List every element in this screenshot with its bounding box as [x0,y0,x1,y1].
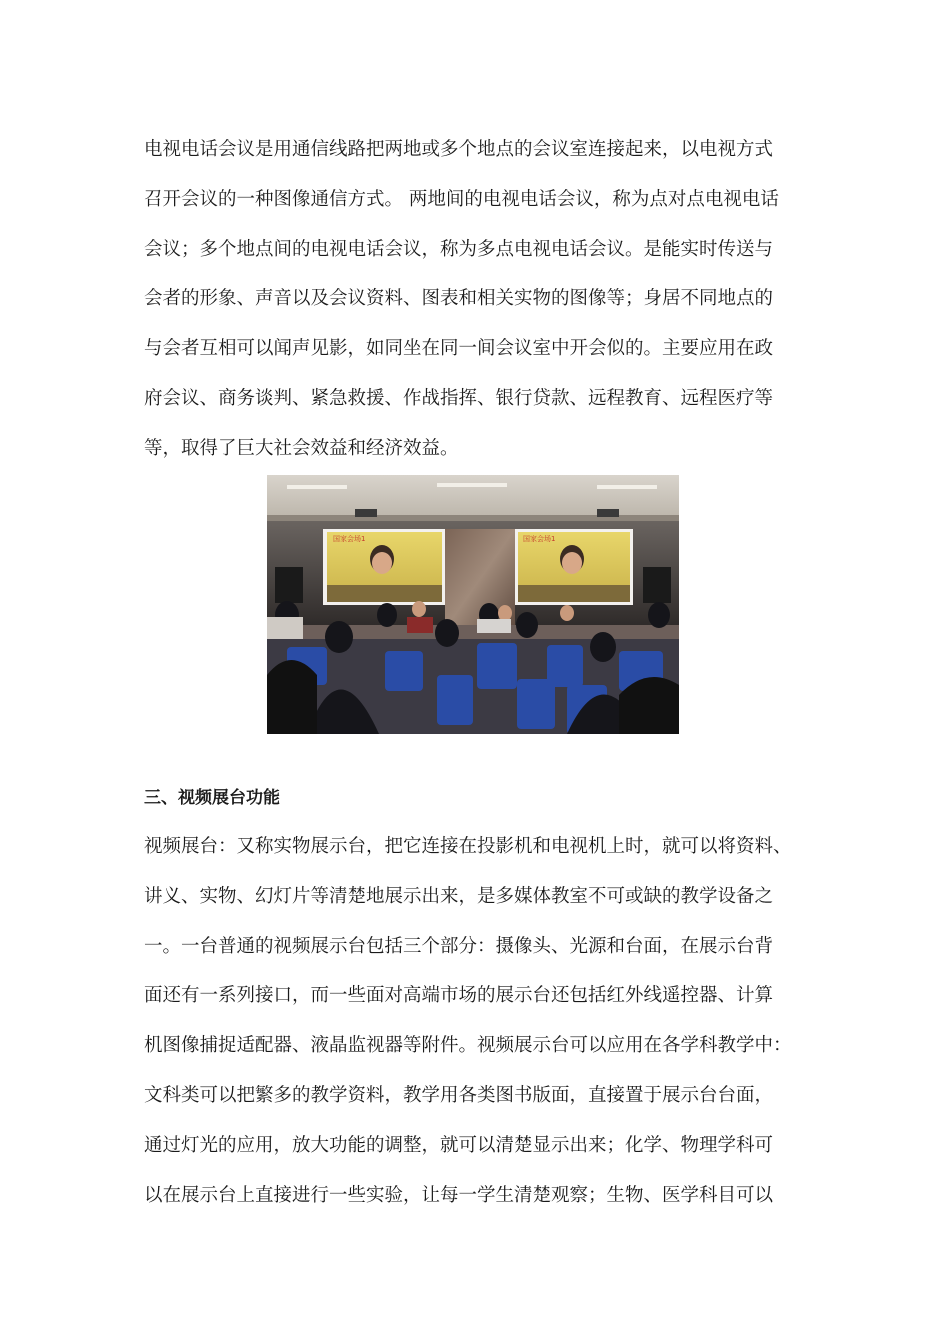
text-line: 机图像捕捉适配器、液晶监视器等附件。视频展示台可以应用在各学科教学中： [144,1035,792,1057]
screen-caption-right: 国家会场1 [523,535,556,543]
text-line: 电视电话会议是用通信线路把两地或多个地点的会议室连接起来，以电视方式 [144,139,774,160]
text-line: 等，取得了巨大社会效益和经济效益。 [144,437,459,459]
text-line: 会议；多个地点间的电视电话会议，称为多点电视电话会议。是能实时传送与 [144,238,774,260]
text-line: 讲义、实物、幻灯片等清楚地展示出来，是多媒体教室不可或缺的教学设备之 [144,885,774,907]
conference-room-photo [267,475,679,734]
text-line: 文科类可以把繁多的教学资料，教学用各类图书版面，直接置于展示台台面， [144,1084,774,1106]
text-line: 视频展台：又称实物展示台，把它连接在投影机和电视机上时，就可以将资料、 [144,836,792,857]
text-line: 一。一台普通的视频展示台包括三个部分：摄像头、光源和台面，在展示台背 [144,935,774,957]
text-line: 以在展示台上直接进行一些实验，让每一学生清楚观察；生物、医学科目可以 [144,1184,774,1206]
text-line: 与会者互相可以闻声见影，如同坐在同一间会议室中开会似的。主要应用在政 [144,338,774,360]
video-presenter-paragraph [144,822,814,1220]
text-line: 会者的形象、声音以及会议资料、图表和相关实物的图像等；身居不同地点的 [144,288,774,310]
screen-caption-left: 国家会场1 [333,535,366,543]
text-line: 召开会议的一种图像通信方式。 两地间的电视电话会议，称为点对点电视电话 [144,188,779,210]
section-heading: 三、视频展台功能 [144,788,280,808]
text-line: 府会议、商务谈判、紧急救援、作战指挥、银行贷款、远程教育、远程医疗等 [144,387,774,409]
text-line: 面还有一系列接口，而一些面对高端市场的展示台还包括红外线遥控器、计算 [144,985,774,1007]
text-line: 通过灯光的应用，放大功能的调整，就可以清楚显示出来；化学、物理学科可 [144,1134,774,1156]
intro-paragraph [144,125,814,474]
